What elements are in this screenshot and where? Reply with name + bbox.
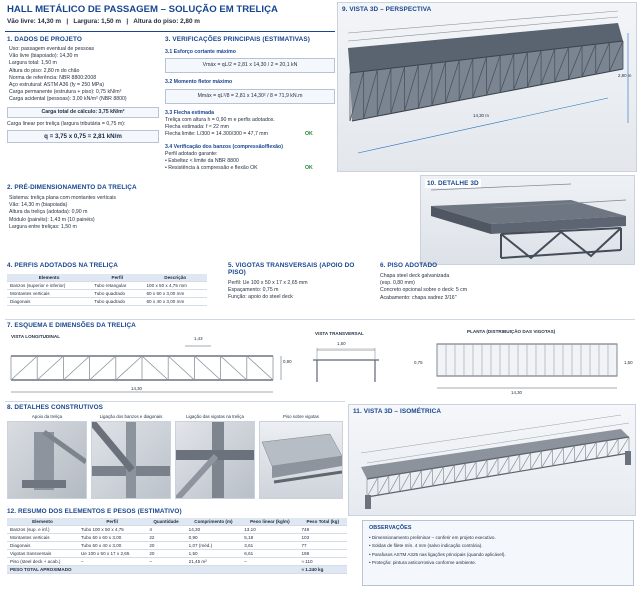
table-cell: 5,18 bbox=[241, 534, 298, 542]
detail-caption: Ligação das vigotas na treliça bbox=[186, 414, 244, 419]
page-subtitle: Vão livre: 14,30 m | Largura: 1,50 m | Altura do piso: 2,80 m bbox=[7, 18, 200, 25]
chords-text: Perfil adotado garante: bbox=[165, 150, 218, 157]
moment-formula: Mmáx = qL²/8 = 2,81 x 14,30² / 8 = 71,9 kN.m bbox=[165, 89, 335, 104]
divider bbox=[5, 401, 345, 402]
perspective-3d-view bbox=[337, 2, 637, 172]
chord-diagonal-illustration bbox=[92, 422, 171, 499]
deflection-limit-text: Flecha limite: L/300 = 14.300/300 = 47,7 mm bbox=[165, 131, 268, 138]
table-cell: – bbox=[146, 558, 185, 566]
table-cell: Tubo 60 x 40 x 3,00 bbox=[78, 542, 146, 550]
section-title: 3. VERIFICAÇÕES PRINCIPAIS (ESTIMATIVAS) bbox=[165, 36, 310, 43]
plan-width-dimension: 1,50 bbox=[624, 360, 633, 365]
table-cell: Diagonais bbox=[7, 542, 78, 550]
chords-item bbox=[165, 165, 335, 172]
panel-dimension: 1,43 bbox=[194, 336, 203, 341]
list-item: Altura da treliça (adotada): 0,90 m bbox=[9, 209, 88, 216]
table-cell: Ue 100 x 50 x 17 x 2,65 bbox=[78, 550, 146, 558]
column-header: Elemento bbox=[7, 274, 91, 282]
longitudinal-truss-drawing bbox=[7, 340, 297, 400]
summary-table bbox=[7, 518, 347, 574]
list-item: Largura entre treliças: 1,50 m bbox=[9, 223, 77, 230]
plan-drawing bbox=[427, 338, 627, 398]
table-cell: Tubo 100 x 50 x 4,75 bbox=[78, 526, 146, 534]
section-title: 1. DADOS DE PROJETO bbox=[7, 36, 82, 43]
observations-title: OBSERVAÇÕES bbox=[369, 525, 412, 531]
section-title: 6. PISO ADOTADO bbox=[380, 262, 438, 269]
observation-item: • Parafusos ASTM A325 nas ligações principais (quando aplicável). bbox=[369, 551, 506, 557]
detail-panel bbox=[91, 414, 171, 499]
table-cell: Montantes verticais bbox=[7, 534, 78, 542]
shear-formula: Vmáx = qL/2 = 2,81 x 14,30 / 2 = 20,1 kN bbox=[165, 58, 335, 73]
list-item: Função: apoio do steel deck bbox=[228, 294, 293, 301]
height-dimension: 2,80 m bbox=[618, 73, 632, 78]
detail-panel bbox=[7, 414, 87, 499]
table-cell: 60 x 40 x 3,00 mm bbox=[144, 298, 208, 306]
list-item: Vão livre (biapoiado): 14,30 m bbox=[9, 53, 79, 60]
detail-caption: Apoio da treliça bbox=[31, 414, 63, 419]
view-label: VISTA LONGITUDINAL bbox=[11, 334, 60, 339]
list-item: Norma de referência: NBR 8800:2008 bbox=[9, 74, 97, 81]
chords-item-text: • Resistência à compressão e flexão OK bbox=[165, 165, 258, 172]
table-cell: Diagonais bbox=[7, 298, 91, 306]
table-cell: 20 bbox=[146, 550, 185, 558]
table-cell: Banzos (superior e inferior) bbox=[7, 282, 91, 290]
floor-detail-illustration bbox=[260, 422, 343, 499]
table-cell: 0,90 bbox=[186, 534, 242, 542]
section-title: 11. VISTA 3D – ISOMÉTRICA bbox=[353, 408, 442, 415]
table-header-row bbox=[7, 518, 347, 526]
deflection-limit bbox=[165, 131, 335, 138]
table-cell: 4 bbox=[146, 526, 185, 534]
plan-length-dimension: 14,30 bbox=[511, 390, 522, 395]
table-row bbox=[7, 542, 347, 550]
section-title: 8. DETALHES CONSTRUTIVOS bbox=[7, 404, 104, 411]
section-title: 4. PERFIS ADOTADOS NA TRELIÇA bbox=[7, 262, 118, 269]
span-dimension: 14,30 bbox=[131, 386, 142, 391]
table-cell: 748 bbox=[298, 526, 347, 534]
detail-illustration bbox=[421, 176, 635, 265]
support-detail-illustration bbox=[8, 422, 87, 499]
isometric-3d-view bbox=[348, 404, 636, 516]
observations-box bbox=[362, 520, 634, 586]
table-cell: 6,61 bbox=[241, 550, 298, 558]
list-item: (esp. 0,80 mm) bbox=[380, 280, 415, 287]
ok-badge: OK bbox=[305, 131, 313, 138]
view-label: VISTA TRANSVERSAL bbox=[315, 331, 364, 336]
list-item: Acabamento: chapa xadrez 3/16" bbox=[380, 294, 457, 301]
observation-item: • Dimensionamento preliminar – conferir em projeto executivo. bbox=[369, 535, 496, 540]
section-verifications bbox=[165, 36, 335, 172]
list-item: Vão: 14,30 m (biapoiada) bbox=[9, 202, 68, 209]
section-title: 10. DETALHE 3D bbox=[427, 180, 479, 187]
table-cell: 198 bbox=[298, 550, 347, 558]
list-item: Uso: passagem eventual de pessoas bbox=[9, 46, 95, 52]
table-cell: Tubo retangular bbox=[91, 282, 143, 290]
detail-panel bbox=[175, 414, 255, 499]
table-row bbox=[7, 282, 207, 290]
section-title: 7. ESQUEMA E DIMENSÕES DA TRELIÇA bbox=[7, 322, 136, 329]
total-label: PESO TOTAL APROXIMADO bbox=[7, 566, 298, 574]
detail-3d-view bbox=[420, 175, 635, 265]
table-cell: 1,07 (méd.) bbox=[186, 542, 242, 550]
linear-load-formula: q = 3,75 x 0,75 = 2,81 kN/m bbox=[7, 130, 159, 143]
list-item: Altura do piso: 2,80 m do chão bbox=[9, 67, 80, 74]
table-row bbox=[7, 526, 347, 534]
table-cell: Piso (steel deck + acab.) bbox=[7, 558, 78, 566]
view-label: PLANTA (DISTRIBUIÇÃO DAS VIGOTAS) bbox=[467, 329, 556, 334]
page-title: HALL METÁLICO DE PASSAGEM – SOLUÇÃO EM TRELIÇA bbox=[7, 4, 278, 15]
subsection-title: 3.3 Flecha estimada bbox=[165, 109, 215, 116]
deflection-estimate: Flecha estimada: f ≈ 22 mm bbox=[165, 124, 229, 131]
table-header-row bbox=[7, 274, 207, 282]
subsection-title: 3.2 Momento fletor máximo bbox=[165, 79, 233, 86]
section-construction-details bbox=[7, 404, 347, 504]
table-cell: 77 bbox=[298, 542, 347, 550]
table-cell: 103 bbox=[298, 534, 347, 542]
section-profiles bbox=[7, 262, 223, 306]
section-title: 5. VIGOTAS TRANSVERSAIS (APOIO DO PISO) bbox=[228, 262, 355, 276]
table-cell: 21,45 m² bbox=[186, 558, 242, 566]
chord-diagonal-image bbox=[91, 421, 171, 499]
table-cell: 22 bbox=[146, 534, 185, 542]
list-item: Chapa steel deck galvanizada bbox=[380, 273, 450, 279]
section-title: 9. VISTA 3D – PERSPECTIVA bbox=[342, 6, 432, 13]
table-cell: 20 bbox=[146, 542, 185, 550]
column-header: Quantidade bbox=[146, 518, 185, 526]
table-cell: – bbox=[78, 558, 146, 566]
project-data-list bbox=[7, 46, 159, 104]
table-row bbox=[7, 298, 207, 306]
section-truss-diagram bbox=[7, 322, 635, 400]
list-item: Perfil: Ue 100 x 50 x 17 x 2,65 mm bbox=[228, 280, 308, 286]
table-cell: 60 x 60 x 3,00 mm bbox=[144, 290, 208, 298]
width-dimension: 1,50 bbox=[337, 341, 346, 346]
chords-item: • Esbeltez < limite da NBR 8800 bbox=[165, 158, 239, 165]
table-row bbox=[7, 550, 347, 558]
table-cell: Vigotas transversais bbox=[7, 550, 78, 558]
list-item: Aço estrutural: ASTM A36 (fy = 250 MPa) bbox=[9, 82, 104, 89]
plan-spacing-dimension: 0,75 bbox=[414, 360, 423, 365]
header bbox=[7, 4, 337, 25]
section-project-data bbox=[7, 36, 159, 143]
table-cell: 3,61 bbox=[241, 542, 298, 550]
detail-caption: Piso sobre vigotas bbox=[283, 414, 319, 419]
linear-load-label: Carga linear por treliça (largura tributária = 0,75 m): bbox=[7, 120, 126, 127]
subsection-title: 3.4 Verificação dos banzos (compressão/flexão) bbox=[165, 143, 283, 150]
table-cell: Tubo quadrado bbox=[91, 290, 143, 298]
list-item: Sistema: treliça plana com montantes verticais bbox=[9, 195, 116, 201]
isometric-illustration bbox=[349, 405, 636, 516]
height-dimension: 0,90 bbox=[283, 359, 292, 364]
section-transverse-beams bbox=[228, 262, 374, 302]
divider bbox=[5, 319, 635, 320]
table-cell: Montantes verticais bbox=[7, 290, 91, 298]
list-item: Concreto opcional sobre o deck: 5 cm bbox=[380, 287, 468, 294]
table-cell: Banzos (sup. e inf.) bbox=[7, 526, 78, 534]
observation-item: • Proteção: pintura anticorrosiva conforme ambiente. bbox=[369, 560, 477, 566]
list-item: Módulo (painéis): 1,43 m (10 painéis) bbox=[9, 216, 95, 223]
section-summary bbox=[7, 508, 347, 574]
profiles-table bbox=[7, 274, 207, 306]
header-divider bbox=[5, 31, 335, 32]
column-header: Peso linear (kg/m) bbox=[241, 518, 298, 526]
table-cell: ≈ 110 bbox=[298, 558, 347, 566]
table-cell: – bbox=[241, 558, 298, 566]
section-predimensioning bbox=[7, 184, 159, 231]
total-row bbox=[7, 566, 347, 574]
ok-badge: OK bbox=[305, 165, 313, 172]
floor-detail-image bbox=[259, 421, 343, 499]
table-cell: 1,50 bbox=[186, 550, 242, 558]
column-header: Peso Total (kg) bbox=[298, 518, 347, 526]
table-row bbox=[7, 534, 347, 542]
table-row bbox=[7, 290, 207, 298]
subsection-title: 3.1 Esforço cortante máximo bbox=[165, 49, 236, 55]
column-header: Perfil bbox=[78, 518, 146, 526]
column-header: Elemento bbox=[7, 518, 78, 526]
section-title: 12. RESUMO DOS ELEMENTOS E PESOS (ESTIMATIVO) bbox=[7, 508, 182, 515]
table-row bbox=[7, 558, 347, 566]
total-load-box: Carga total de cálculo: 3,75 kN/m² bbox=[7, 107, 159, 118]
list-item: Largura total: 1,50 m bbox=[9, 60, 57, 67]
table-cell: 14,30 bbox=[186, 526, 242, 534]
deflection-text: Treliça com altura h = 0,90 m e perfis adotados. bbox=[165, 117, 275, 124]
observation-item: • Soldas de filete mín. 4 mm (salvo indicação contrária). bbox=[369, 543, 483, 549]
beam-connection-image bbox=[175, 421, 255, 499]
table-cell: Tubo 60 x 60 x 3,00 bbox=[78, 534, 146, 542]
detail-panel bbox=[259, 414, 343, 499]
length-dimension: 14,30 m bbox=[473, 113, 489, 118]
support-detail-image bbox=[7, 421, 87, 499]
beam-connection-illustration bbox=[176, 422, 255, 499]
table-cell: 100 x 50 x 4,75 mm bbox=[144, 282, 208, 290]
detail-caption: Ligação dos banzos e diagonais bbox=[99, 414, 163, 419]
section-floor bbox=[380, 262, 520, 302]
bridge-perspective-illustration bbox=[338, 3, 637, 172]
table-cell: Tubo quadrado bbox=[91, 298, 143, 306]
list-item: Carga permanente (estrutura + piso): 0,75 kN/m² bbox=[9, 89, 122, 96]
transverse-section-drawing bbox=[307, 348, 387, 388]
column-header: Perfil bbox=[91, 274, 143, 282]
total-value: ≈ 1.240 kg bbox=[298, 566, 347, 574]
column-header: Comprimento (m) bbox=[186, 518, 242, 526]
column-header: Descrição bbox=[144, 274, 208, 282]
section-title: 2. PRÉ-DIMENSIONAMENTO DA TRELIÇA bbox=[7, 184, 137, 191]
list-item: Carga acidental (pessoas): 3,00 kN/m² (NBR 8800) bbox=[9, 96, 127, 103]
list-item: Espaçamento: 0,75 m bbox=[228, 287, 279, 294]
table-cell: 13,10 bbox=[241, 526, 298, 534]
